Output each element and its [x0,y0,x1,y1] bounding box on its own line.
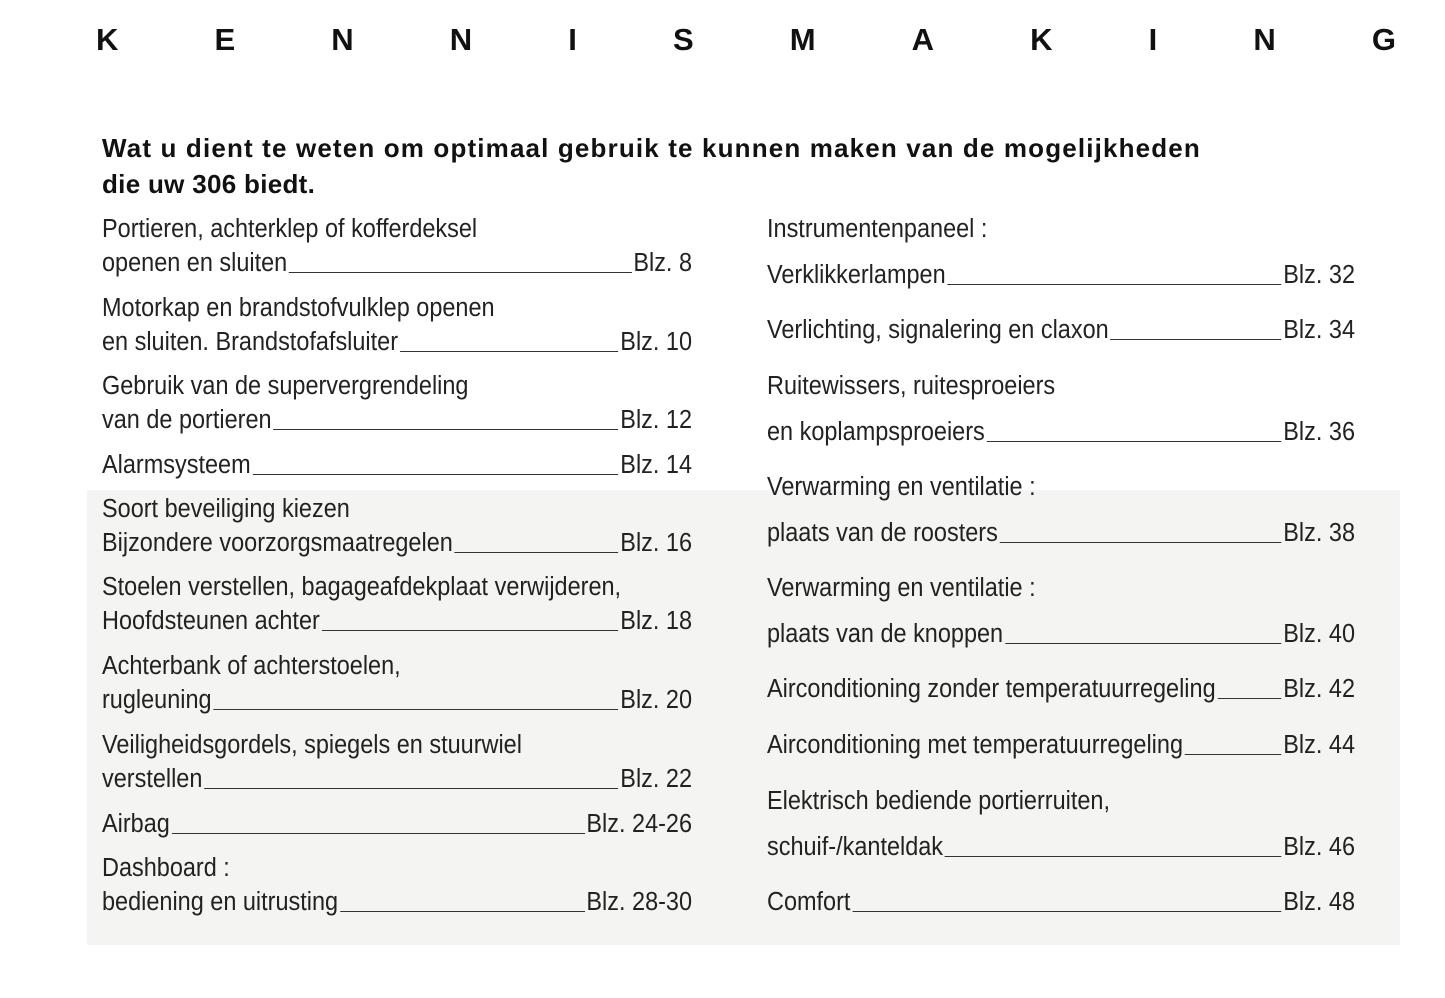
toc-entry-label: Verklikkerlampen [767,261,946,289]
leader-line [400,351,619,352]
toc-page-number: Blz. 22 [620,765,693,793]
toc-entry[interactable] [102,851,692,919]
toc-entry[interactable] [102,570,692,638]
toc-entry[interactable] [102,492,692,560]
title-letter: N [449,22,473,57]
title-letter: S [672,22,694,57]
toc-page-number: Blz. 28-30 [586,888,693,916]
title-letter: M [789,22,816,57]
leader-line [945,856,1282,857]
title-letter: I [1148,22,1158,57]
title-letter: K [1030,22,1053,57]
title-letter: K [96,22,119,57]
toc-page-number: Blz. 24-26 [586,810,693,838]
toc-entry-heading: Elektrisch bediende portierruiten, [767,787,1110,815]
toc-entry-heading: Soort beveiliging kiezen [102,495,350,523]
leader-line [322,630,619,631]
leader-line [289,272,631,273]
toc-entry[interactable] [767,728,1355,762]
toc-page-number: Blz. 34 [1283,316,1356,344]
toc-entry[interactable] [767,885,1355,919]
toc-page-number: Blz. 8 [633,249,693,277]
intro-line-2: die uw 306 biedt. [102,169,316,199]
toc-entry[interactable] [102,728,692,796]
toc-entry-label: en sluiten. Brandstofafsluiter [102,328,399,356]
toc-entry[interactable] [102,448,692,482]
toc-entry[interactable] [767,672,1355,706]
toc-entry[interactable] [102,649,692,717]
toc-page-number: Blz. 38 [1283,519,1356,547]
toc-entry[interactable] [102,807,692,841]
toc-page-number: Blz. 12 [620,406,693,434]
leader-line [987,441,1282,442]
leader-line [1005,643,1282,644]
toc-page-number: Blz. 16 [620,529,693,557]
toc-page-number: Blz. 36 [1283,418,1356,446]
toc-page-number: Blz. 14 [620,451,693,479]
intro-line-1: Wat u dient te weten om optimaal gebruik te kunnen maken van de mogelijkheden [102,133,1201,163]
toc-page-number: Blz. 48 [1283,888,1356,916]
leader-line [1185,754,1282,755]
leader-line [947,284,1281,285]
leader-line [852,911,1281,912]
toc-entry-heading: Veiligheidsgordels, spiegels en stuurwiel [102,731,522,759]
toc-entry[interactable] [767,369,1355,449]
page-title [96,18,1396,62]
toc-page-number: Blz. 10 [620,328,693,356]
toc-page-number: Blz. 40 [1283,620,1356,648]
toc-entry-label: Bijzondere voorzorgsmaatregelen [102,529,453,557]
toc-page-number: Blz. 20 [620,686,693,714]
toc-entry-heading: Instrumentenpaneel : [767,215,988,243]
toc-entry-heading: Stoelen verstellen, bagageafdekplaat verwijderen, [102,573,622,601]
toc-entry[interactable] [767,784,1355,864]
toc-entry-label: plaats van de roosters [767,519,998,547]
toc-entry-label: Alarmsysteem [102,451,251,479]
toc-entry-label: rugleuning [102,686,212,714]
leader-line [204,788,618,789]
toc-entry-label: bediening en uitrusting [102,888,339,916]
toc-entry[interactable] [767,571,1355,651]
toc-page-number: Blz. 44 [1283,731,1356,759]
toc-entry-label: plaats van de knoppen [767,620,1004,648]
leader-line [1217,698,1281,699]
toc-entry-heading: Gebruik van de supervergrendeling [102,372,469,400]
toc-entry-label: en koplampsproeiers [767,418,985,446]
title-letter: N [1253,22,1276,57]
toc-entry[interactable] [102,212,692,280]
leader-line [1111,339,1282,340]
toc-entry-label: Hoofdsteunen achter [102,607,320,635]
toc-entry[interactable] [767,212,1355,292]
toc-entry-heading: Dashboard : [102,854,230,882]
leader-line [213,709,618,710]
toc-entry-label: van de portieren [102,406,272,434]
toc-entry[interactable] [767,470,1355,550]
toc-entry-label: Airconditioning zonder temperatuurregeling [767,675,1216,703]
title-letter: G [1371,22,1396,57]
toc-entry-heading: Verwarming en ventilatie : [767,574,1036,602]
leader-line [455,552,619,553]
title-letter: I [568,22,577,57]
toc-entry-heading: Achterbank of achterstoelen, [102,652,401,680]
title-letter: E [214,22,236,57]
toc-entry-heading: Motorkap en brandstofvulklep openen [102,294,495,322]
title-letter: N [331,22,354,57]
intro-text [102,130,1392,202]
leader-line [1000,542,1282,543]
toc-entry-label: Airbag [102,810,170,838]
leader-line [340,911,585,912]
toc-entry[interactable] [102,369,692,437]
toc-page-number: Blz. 18 [620,607,693,635]
toc-entry-label: Airconditioning met temperatuurregeling [767,731,1183,759]
toc-page-number: Blz. 42 [1283,675,1356,703]
toc-entry-heading: Verwarming en ventilatie : [767,473,1036,501]
toc-entry[interactable] [767,313,1355,347]
toc-entry-label: openen en sluiten [102,249,288,277]
toc-entry-label: Verlichting, signalering en claxon [767,316,1109,344]
toc-page-number: Blz. 46 [1283,833,1356,861]
title-letter: A [911,22,935,57]
toc-entry-heading: Portieren, achterklep of kofferdeksel [102,215,478,243]
toc-page-number: Blz. 32 [1283,261,1356,289]
toc-entry-heading: Ruitewissers, ruitesproeiers [767,372,1056,400]
leader-line [252,474,618,475]
leader-line [172,833,585,834]
toc-entry-label: schuif-/kanteldak [767,833,944,861]
toc-entry-label: verstellen [102,765,203,793]
toc-entry-label: Comfort [767,888,851,916]
toc-entry[interactable] [102,291,692,359]
leader-line [273,429,618,430]
